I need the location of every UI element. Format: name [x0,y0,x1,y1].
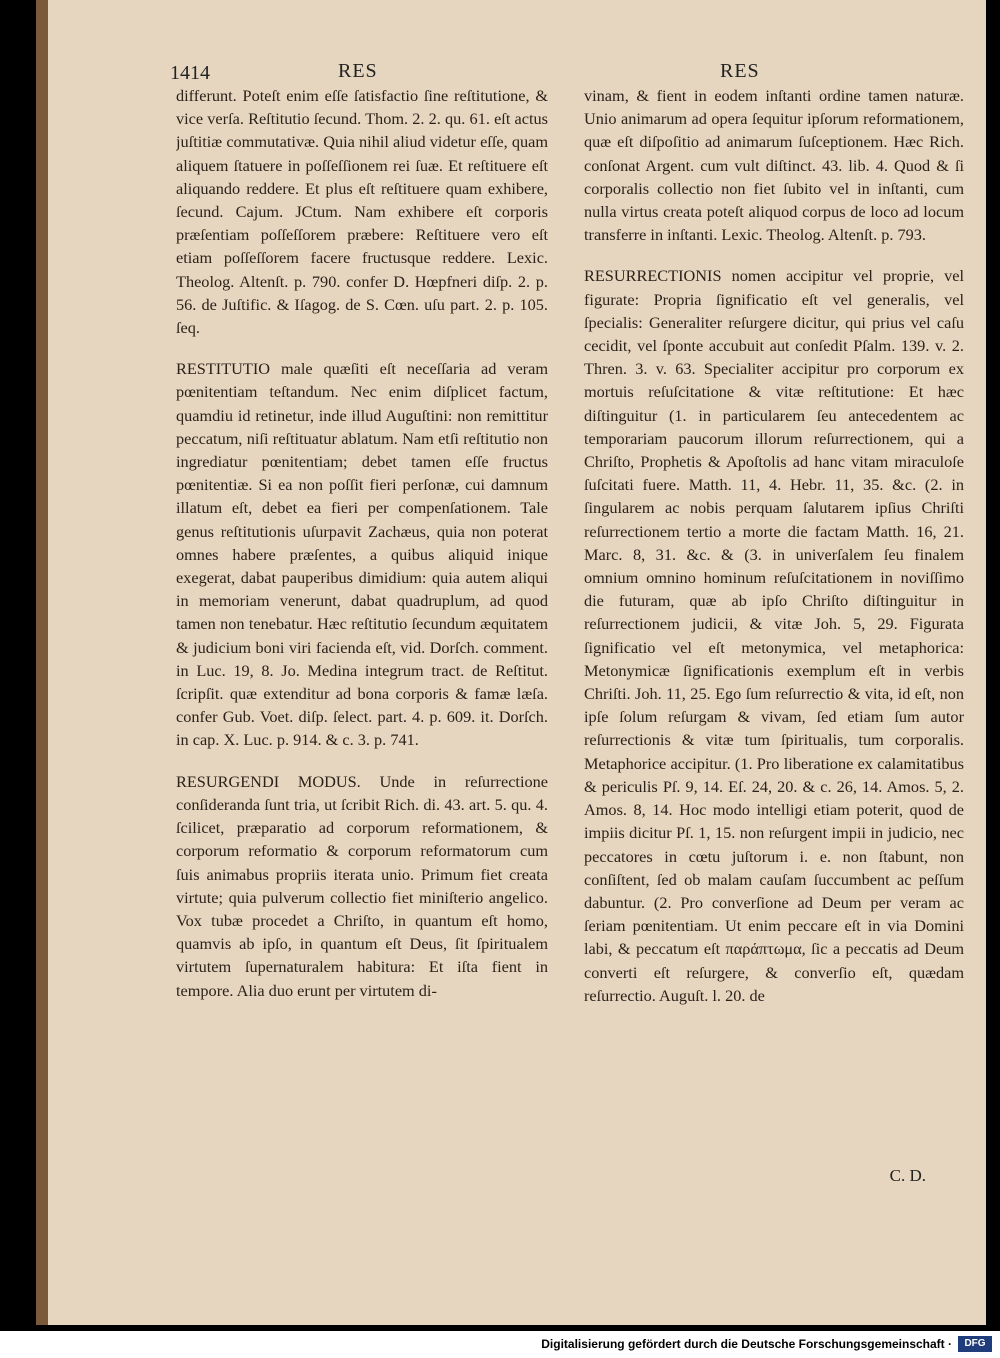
catchword: C. D. [889,1166,926,1185]
book-page [36,0,986,1325]
right-column [584,84,964,1194]
running-head-right: RES [720,60,760,82]
entry-resurrectionis: RESURRECTIONIS nomen accipitur vel proprie, vel figurate: Propria ſignificatio eſt vel generalis, vel ſpecialis: Generaliter reſurgere dicitur, qui prius vel caſu cecidit, vel ſponte accubuit aut conſedit Pſalm. 139. v. 2. Thren. 3. v. 63. Specialiter accipitur pro corporum ex mortuis reſuſcitatione & vitæ reſtitutione: Et hæc diſtinguitur (1. in particularem ſeu antecedentem ac temporariam paucorum illorum reſurrectionem, qui a Chriſto, Prophetis & Apoſtolis ad hanc vitam miraculoſe ſuſcitati fuere. Matth. 11, 4. Hebr. 11, 35. &c. (2. in ſingularem ac nobis perquam ſalutarem ipſius Chriſti reſurrectionem tertio a morte die factam Matth. 16, 21. Marc. 8, 31. &c. & (3. in univerſalem ſeu finalem omnium omnino hominum reſuſcitationem in noviſſimo die futuram, quæ ab ipſo Chriſto diſtinguitur in reſurrectionem judicii, & vitæ Joh. 5, 29. Figurata ſignificatio vel eſt metonymica, vel metaphorica: Metonymicæ ſignificationis exemplum eſt in verbis Chriſti. Joh. 11, 25. Ego ſum reſurrectio & vita, id eſt, non ipſe ſolum reſurgam & vivam, ſed etiam ſum autor reſurrectionis & vitæ tum ſpiritualis, tum corporalis. Metaphorice accipitur. (1. Pro liberatione ex calamitatibus & periculis Pſ. 9, 14. Eſ. 24, 20. & c. 26, 14. Amos. 5, 2. Amos. 8, 14. Hoc modo intelligi etiam poterit, quod de impiis dicitur Pſ. 1, 15. non reſurgent impii in judicio, nec peccatores in cœtu juſtorum i. e. non ſtabunt, non conſiſtent, ſed ob malam cauſam ſuccumbent ac peſſum dabuntur. (2. Pro converſione ad Deum per veram ac ſeriam pœnitentiam. Ut enim peccare eſt in via Domini labi, & peccatum eſt παράπτωμα, ſic a peccatis ad Deum converti eſt reſurgere, & converſio eſt, quædam reſurrectio. Auguſt. l. 20. de [584,266,964,1005]
digitization-footer [0,1331,1000,1358]
running-head-left: RES [338,60,378,82]
entry-restitutio-male-quaesiti: RESTITUTIO male quæſiti eſt neceſſaria ad veram pœnitentiam teſtandum. Nec enim diſplicet factum, quamdiu id retinetur, inde illud Auguſtini: non remittitur peccatum, niſi reſtituatur ablatum. Nam etſi reſtitutio non ingrediatur pœnitentiam; debet tamen eſſe fructus pœnitentiæ. Si ea non poſſit fieri perſonæ, cui damnum illatum eſt, debet ea fieri per compenſationem. Tale genus reſtitutionis uſurpavit Zachæus, quia non poterat omnes habere præſentes, a quibus aliquid inique exegerat, dabat pauperibus dimidium: quia autem aliqui in memoriam venerunt, dabat quadruplum, ad quod tamen non tenebatur. Hæc reſtitutio ſecundum æquitatem & judicium boni viri facienda eſt, vid. Dorſch. comment. in Luc. 19, 8. Jo. Medina integrum tract. de Reſtitut. ſcripſit. quæ extenditur ad bona corporis & famæ læſa. confer Gub. Voet. diſp. ſelect. part. 4. p. 609. it. Dorſch. in cap. X. Luc. p. 914. & c. 3. p. 741. [176,359,548,750]
footer-credit: Digitalisierung gefördert durch die Deutsche Forschungsgemeinschaft · [541,1337,952,1351]
page-number: 1414 [170,62,210,84]
left-column [176,84,548,1194]
entry-restitutio-continued: differunt. Poteſt enim eſſe ſatisfactio ſine reſtitutione, & vice verſa. Reſtitutio ſecund. Thom. 2. 2. qu. 61. eſt actus juſtitiæ commutativæ. Quia nihil aliud videtur eſſe, quam aliquem ſtatuere in poſſeſſionem rei ſuæ. Et reſtituere eſt aliquando reddere. Et plus eſt reſtituere quam exhibere, ſecund. Cajum. JCtum. Nam exhibere eſt corporis præſentiam poſſeſſorem præbere: Reſtituere vero eſt etiam poſſeſſorem facere fructusque reddere. Lexic. Theolog. Altenſt. p. 790. confer D. Hœpfneri diſp. 2. p. 56. de Juſtific. & Iſagog. de S. Cœn. uſu part. 2. p. 105. ſeq. [176,86,548,338]
dfg-logo: DFG [958,1336,992,1352]
page-edge [36,0,48,1325]
entry-resurgendi-continued: vinam, & fient in eodem inſtanti ordine tamen naturæ. Unio animarum ad opera ſequitur ipſorum reformationem, quæ eſt diſpoſitio ad animarum ſuſceptionem. Hæc Rich. conſonat Argent. cum vult diſtinct. 43. lib. 4. Quod & ſi corporalis collectio non fiet ſubito vel in inſtanti, cum nulla virtus creata poteſt aliquod corpus de loco ad locum transferre in inſtanti. Lexic. Theolog. Altenſt. p. 793. [584,86,964,245]
entry-resurgendi-modus: RESURGENDI MODUS. Unde in reſurrectione conſideranda ſunt tria, ut ſcribit Rich. di. 43. art. 5. qu. 4. ſcilicet, præparatio ad corporum reformationem, & corporum reformatio & corporum reformatorum cum ſuis animabus propriis iterata unio. Primum fiet creata virtute; quia pulverum collectio fiet miniſterio angelico. Vox tubæ procedet a Chriſto, in quantum eſt homo, quamvis ab ipſo, in quantum eſt Deus, ſit ſpiritualem virtutem ſupernaturalem habitura: Et iſta fient in tempore. Alia duo erunt per virtutem di- [176,771,548,1000]
